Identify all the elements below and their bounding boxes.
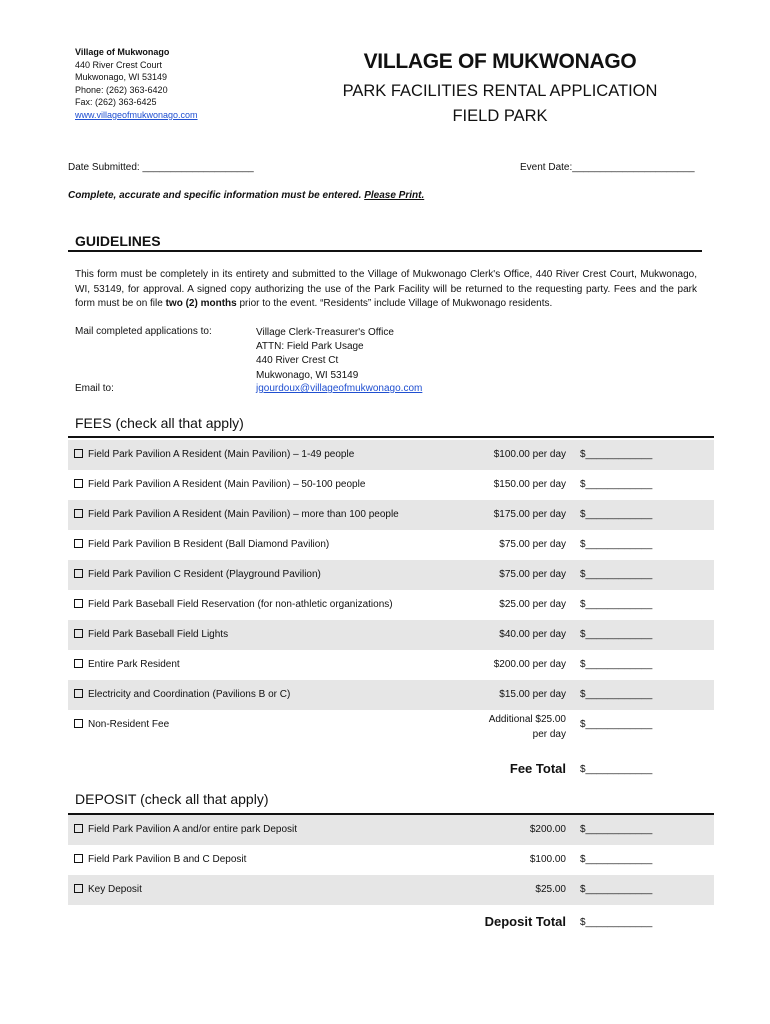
- fee-row[interactable]: [68, 680, 714, 710]
- please-print: Please Print.: [364, 190, 425, 201]
- checkbox-icon[interactable]: [74, 479, 83, 488]
- deposit-heading: DEPOSIT (check all that apply): [75, 791, 269, 807]
- fee-label: Non-Resident Fee: [88, 719, 170, 730]
- fee-label: Field Park Pavilion A Resident (Main Pavilion) – more than 100 people: [88, 509, 399, 520]
- deposit-amount-field[interactable]: $____________: [580, 884, 653, 895]
- checkbox-icon[interactable]: [74, 509, 83, 518]
- fee-amount-field[interactable]: $____________: [580, 479, 653, 490]
- checkbox-icon[interactable]: [74, 449, 83, 458]
- fee-row[interactable]: [68, 590, 714, 620]
- organization-address: [75, 46, 198, 122]
- mail-line-1: Village Clerk-Treasurer's Office: [256, 327, 394, 338]
- fee-label: Field Park Baseball Field Lights: [88, 629, 229, 640]
- fee-amount-field[interactable]: $____________: [580, 629, 653, 640]
- checkbox-icon[interactable]: [74, 689, 83, 698]
- fee-row[interactable]: [68, 440, 714, 470]
- fee-amount-field[interactable]: $____________: [580, 719, 653, 730]
- deposit-label: Field Park Pavilion B and C Deposit: [88, 854, 247, 865]
- deposit-price: $25.00: [535, 884, 566, 895]
- fee-row[interactable]: [68, 470, 714, 500]
- checkbox-icon[interactable]: [74, 539, 83, 548]
- deposit-amount-field[interactable]: $____________: [580, 824, 653, 835]
- page-title: VILLAGE OF MUKWONAGO: [363, 50, 637, 73]
- checkbox-icon[interactable]: [74, 629, 83, 638]
- date-submitted-field[interactable]: Date Submitted: ____________________: [68, 162, 254, 173]
- email-link[interactable]: jgourdoux@villageofmukwonago.com: [256, 383, 423, 394]
- fee-price: $40.00 per day: [499, 629, 566, 640]
- checkbox-icon[interactable]: [74, 599, 83, 608]
- fee-total-field[interactable]: $____________: [580, 764, 653, 775]
- guidelines-text-post: prior to the event. “Residents” include Village of Mukwonago residents.: [236, 298, 553, 309]
- deposit-table: [68, 815, 714, 905]
- fee-price: $25.00 per day: [499, 599, 566, 610]
- fee-label: Field Park Baseball Field Reservation (for non-athletic organizations): [88, 599, 393, 610]
- fee-amount-field[interactable]: $____________: [580, 689, 653, 700]
- fees-table: [68, 440, 714, 756]
- page-subtitle: PARK FACILITIES RENTAL APPLICATION: [342, 82, 658, 100]
- address-line-2: Mukwonago, WI 53149: [75, 72, 168, 83]
- fee-price: $75.00 per day: [499, 539, 566, 550]
- event-date-field[interactable]: Event Date:______________________: [520, 162, 695, 173]
- fee-price: $15.00 per day: [499, 689, 566, 700]
- mail-label: Mail completed applications to:: [75, 326, 212, 337]
- fees-heading: FEES (check all that apply): [75, 415, 244, 431]
- checkbox-icon[interactable]: [74, 824, 83, 833]
- email-label: Email to:: [75, 383, 114, 394]
- fee-row[interactable]: [68, 620, 714, 650]
- deposit-label: Field Park Pavilion A and/or entire park Deposit: [88, 824, 297, 835]
- instruction: [68, 190, 424, 201]
- address-line-1: 440 River Crest Court: [75, 59, 163, 70]
- checkbox-icon[interactable]: [74, 719, 83, 728]
- deposit-price: $100.00: [529, 854, 566, 865]
- checkbox-icon[interactable]: [74, 659, 83, 668]
- guidelines-text-pre: This form must be completely in its entirety and submitted to the Village of Mukwonago Clerk's Office, 440 River Crest Court, Mukwonago, WI, 53149, for approval. A signed copy authorizing the use of the Park Facility will be returned to the requesting party. Fees and the park form must be on file: [75, 269, 697, 309]
- fee-label: Field Park Pavilion A Resident (Main Pavilion) – 1-49 people: [88, 449, 355, 460]
- checkbox-icon[interactable]: [74, 569, 83, 578]
- checkbox-icon[interactable]: [74, 884, 83, 893]
- mail-line-3: 440 River Crest Ct: [256, 355, 339, 367]
- checkbox-icon[interactable]: [74, 854, 83, 863]
- mail-address: [256, 326, 394, 383]
- fee-row[interactable]: [68, 530, 714, 560]
- fee-amount-field[interactable]: $____________: [580, 449, 653, 460]
- deposit-total-field[interactable]: $____________: [580, 917, 653, 928]
- fee-price: [466, 712, 566, 742]
- fee-label: Entire Park Resident: [88, 659, 180, 670]
- fee-amount-field[interactable]: $____________: [580, 539, 653, 550]
- fee-label: Field Park Pavilion C Resident (Playground Pavilion): [88, 569, 321, 580]
- fee-amount-field[interactable]: $____________: [580, 569, 653, 580]
- fee-amount-field[interactable]: $____________: [580, 509, 653, 520]
- fee-total-label: Fee Total: [509, 761, 566, 776]
- fee-amount-field[interactable]: $____________: [580, 599, 653, 610]
- website-link[interactable]: www.villageofmukwonago.com: [75, 109, 198, 120]
- mail-line-2: ATTN: Field Park Usage: [256, 341, 364, 353]
- fee-row[interactable]: [68, 710, 714, 756]
- fee-price: $175.00 per day: [493, 509, 566, 520]
- fee-label: Electricity and Coordination (Pavilions B or C): [88, 689, 291, 700]
- deposit-row[interactable]: [68, 875, 714, 905]
- fee-row[interactable]: [68, 650, 714, 680]
- deposit-label: Key Deposit: [88, 884, 142, 895]
- fee-label: Field Park Pavilion A Resident (Main Pavilion) – 50-100 people: [88, 479, 366, 490]
- fee-price-line-1: Additional $25.00: [488, 714, 566, 725]
- fee-amount-field[interactable]: $____________: [580, 659, 653, 670]
- guidelines-text: [75, 268, 697, 312]
- deposit-row[interactable]: [68, 845, 714, 875]
- fee-price: $100.00 per day: [493, 449, 566, 460]
- fees-divider: [68, 436, 714, 438]
- deposit-amount-field[interactable]: $____________: [580, 854, 653, 865]
- fee-row[interactable]: [68, 560, 714, 590]
- fee-price: $200.00 per day: [493, 659, 566, 670]
- mail-line-4: Mukwonago, WI 53149: [256, 369, 359, 381]
- deposit-row[interactable]: [68, 815, 714, 845]
- fee-label: Field Park Pavilion B Resident (Ball Diamond Pavilion): [88, 539, 330, 550]
- deposit-total-label: Deposit Total: [484, 914, 566, 929]
- deposit-price: $200.00: [529, 824, 566, 835]
- org-name: Village of Mukwonago: [75, 47, 170, 57]
- guidelines-heading: GUIDELINES: [75, 233, 161, 249]
- fee-price: $150.00 per day: [493, 479, 566, 490]
- fee-row[interactable]: [68, 500, 714, 530]
- guidelines-divider: [68, 250, 702, 252]
- fax: Fax: (262) 363-6425: [75, 97, 157, 108]
- phone: Phone: (262) 363-6420: [75, 84, 168, 95]
- guidelines-deadline: two (2) months: [165, 298, 237, 309]
- fee-price: $75.00 per day: [499, 569, 566, 580]
- fee-price-line-2: per day: [532, 729, 566, 740]
- instruction-text: Complete, accurate and specific information must be entered.: [68, 190, 362, 201]
- park-name: FIELD PARK: [452, 107, 548, 125]
